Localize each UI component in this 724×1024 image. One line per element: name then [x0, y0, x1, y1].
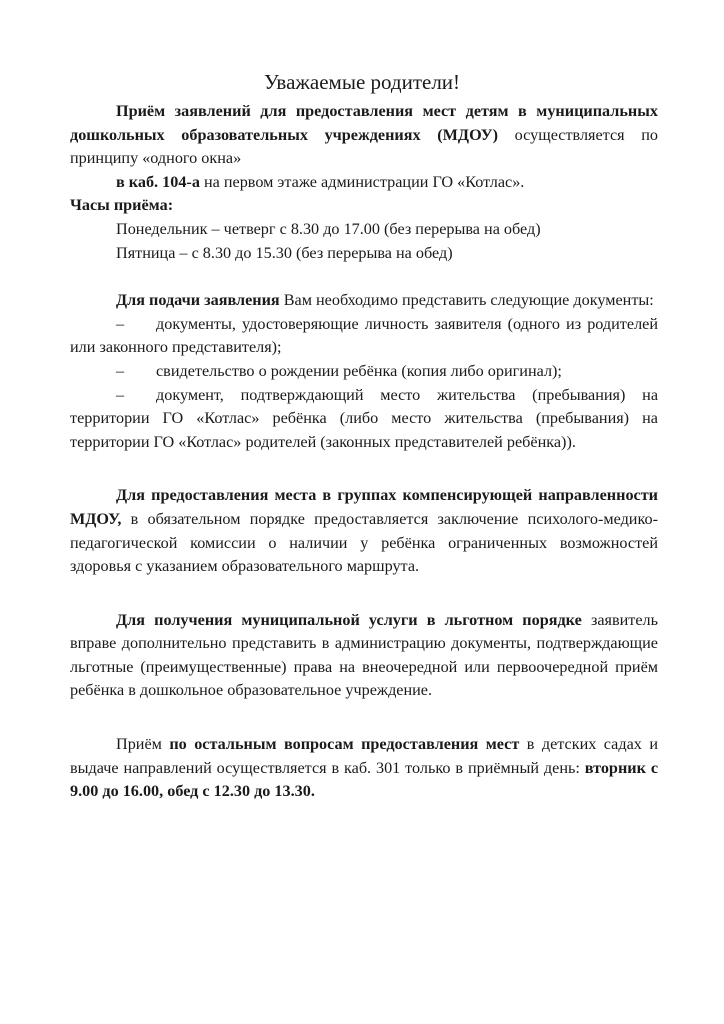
other-bold-topic: по остальным вопросам предоставления мест [169, 735, 520, 754]
documents-paragraph [70, 289, 658, 313]
spacer [70, 265, 658, 289]
other-text-middle: в детских садах и выдаче направлений осуществляется в каб. 301 только в приёмный день: [70, 735, 658, 777]
hours-heading-label: Часы приёма: [70, 196, 174, 215]
intro-text: осуществляется по принципу «одного окна» [70, 125, 658, 168]
intro-location [70, 171, 658, 195]
preferential-text: заявитель вправе дополнительно представить в администрацию документы, подтверждающие льготные (преимущественные) права на внеочередной или первоочередной приём ребёнка в дошкольное образовательное учреждение. [70, 610, 658, 700]
intro-bold-lead: Приём заявлений для предоставления мест детям в муниципальных дошкольных образовательных учреждениях (МДОУ) [70, 102, 658, 144]
compensating-paragraph [70, 484, 658, 578]
list-item-text: документ, подтверждающий место жительства (пребывания) на территории ГО «Котлас» ребёнка (либо место жительства (пребывания) на территории ГО «Котлас» родителей (законных представителей ребёнка)). [70, 385, 658, 451]
documents-text: Вам необходимо представить следующие документы: [279, 291, 654, 310]
page-title: Уважаемые родители! [263, 70, 461, 94]
list-item [70, 313, 658, 360]
spacer [70, 454, 658, 484]
spacer [70, 579, 658, 609]
other-text-start: Приём [116, 735, 170, 754]
list-item-text: документы, удостоверяющие личность заявителя (одного из родителей или законного представителя); [70, 314, 658, 357]
hours-line-friday: Пятница – с 8.30 до 15.30 (без перерыва на обед) [116, 243, 453, 262]
intro-room: в каб. 104-а [116, 172, 200, 191]
preferential-bold-lead: Для получения муниципальной услуги в льготном порядке [116, 610, 582, 629]
list-dash: – [116, 385, 125, 404]
hours-line-weekdays: Понедельник – четверг с 8.30 до 17.00 (без перерыва на обед) [116, 219, 541, 238]
documents-bold-lead: Для подачи заявления [116, 291, 280, 310]
list-item [70, 360, 658, 384]
compensating-bold-lead: Для предоставления места в группах компенсирующей направленности МДОУ, [70, 486, 658, 528]
spacer [70, 703, 658, 733]
preferential-paragraph [70, 609, 658, 703]
list-item-text: свидетельство о рождении ребёнка (копия либо оригинал); [156, 361, 562, 380]
list-dash: – [116, 314, 125, 333]
hours-heading [70, 194, 658, 218]
list-dash: – [116, 361, 125, 380]
document-body [70, 100, 658, 804]
intro-location-text: на первом этаже администрации ГО «Котлас». [199, 172, 525, 191]
other-paragraph [70, 733, 658, 804]
list-item [70, 384, 658, 455]
other-bold-schedule: вторник с 9.00 до 16.00, обед с 12.30 до 13.30. [70, 758, 658, 801]
compensating-text: в обязательном порядке предоставляется заключение психолого-медико-педагогической комиссии о наличии у ребёнка ограниченных возможностей здоровья с указанием образовательного маршрута. [70, 509, 658, 576]
intro-paragraph [70, 100, 658, 171]
